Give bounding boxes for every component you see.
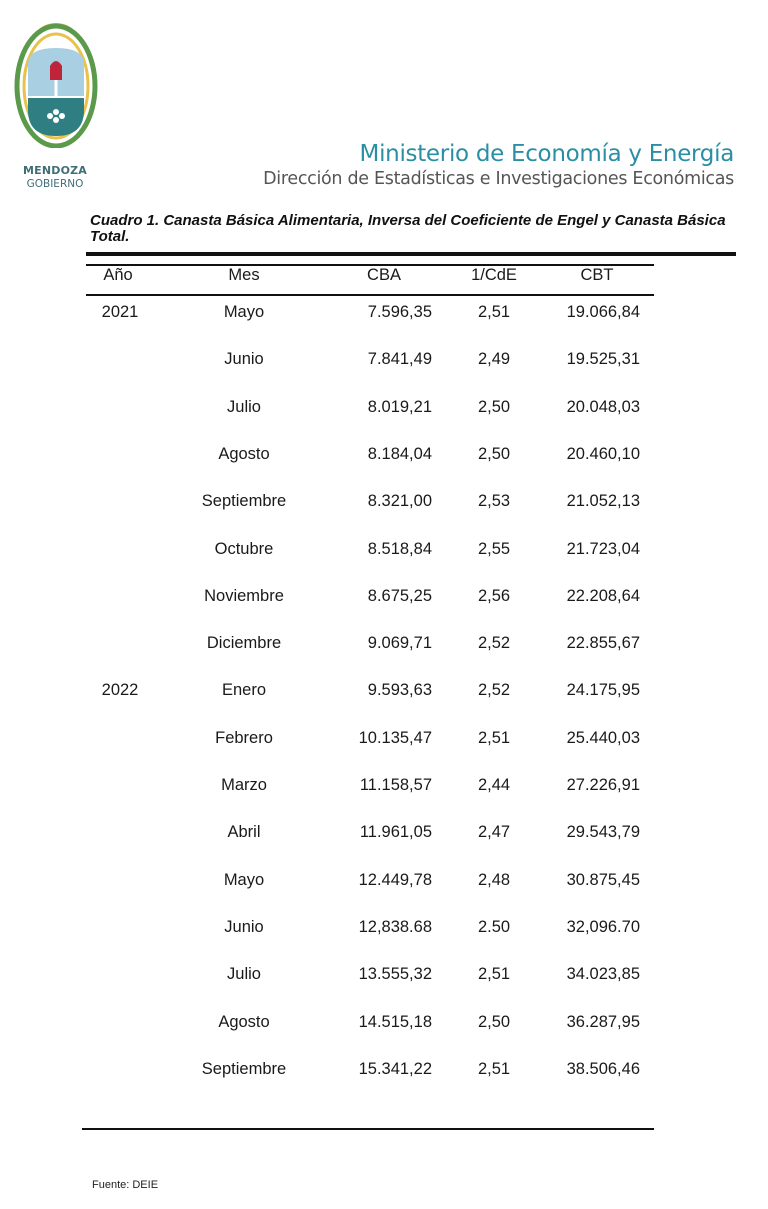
cell-month: Febrero bbox=[215, 729, 273, 747]
logo-name: MENDOZA bbox=[22, 164, 88, 177]
ministry-title: Ministerio de Economía y Energía bbox=[359, 141, 734, 167]
cell-month: Julio bbox=[227, 398, 261, 416]
cell-cbt: 25.440,03 bbox=[566, 729, 640, 747]
cell-cde: 2,55 bbox=[477, 540, 511, 558]
cell-year: 2021 bbox=[101, 303, 139, 321]
cell-cbt: 22.208,64 bbox=[566, 587, 640, 605]
header-month: Mes bbox=[228, 266, 260, 284]
direction-subtitle: Dirección de Estadísticas e Investigaciones Económicas bbox=[263, 169, 734, 189]
cell-cbt: 19.525,31 bbox=[566, 350, 640, 368]
cell-cbt: 21.723,04 bbox=[566, 540, 640, 558]
table-bottom-rule bbox=[82, 1128, 654, 1130]
cell-cbt: 32,096.70 bbox=[566, 918, 640, 936]
cell-cba: 9.593,63 bbox=[367, 681, 432, 699]
cell-month: Diciembre bbox=[206, 634, 282, 652]
cell-cde: 2,49 bbox=[477, 350, 511, 368]
cell-cde: 2,52 bbox=[477, 681, 511, 699]
cell-cbt: 20.048,03 bbox=[566, 398, 640, 416]
cell-month: Mayo bbox=[223, 303, 265, 321]
cell-cbt: 21.052,13 bbox=[566, 492, 640, 510]
cell-cde: 2,53 bbox=[477, 492, 511, 510]
cell-month: Junio bbox=[224, 350, 264, 368]
cell-cde: 2,56 bbox=[477, 587, 511, 605]
cell-cbt: 27.226,91 bbox=[566, 776, 640, 794]
cell-cba: 11.961,05 bbox=[359, 823, 432, 841]
cell-month: Julio bbox=[227, 965, 261, 983]
cell-cba: 7.596,35 bbox=[367, 303, 432, 321]
cell-cbt: 29.543,79 bbox=[566, 823, 640, 841]
header-cba: CBA bbox=[367, 266, 401, 284]
header-cbt: CBT bbox=[580, 266, 614, 284]
cell-cbt: 24.175,95 bbox=[566, 681, 640, 699]
cell-cde: 2,50 bbox=[477, 398, 511, 416]
cell-cba: 9.069,71 bbox=[367, 634, 432, 652]
cell-cde: 2,48 bbox=[477, 871, 511, 889]
cell-year: 2022 bbox=[101, 681, 139, 699]
cell-cba: 14.515,18 bbox=[358, 1013, 432, 1031]
cell-cbt: 22.855,67 bbox=[566, 634, 640, 652]
cell-cba: 8.184,04 bbox=[367, 445, 432, 463]
cell-month: Enero bbox=[221, 681, 267, 699]
cell-cde: 2,51 bbox=[477, 729, 511, 747]
logo-subtitle: GOBIERNO bbox=[26, 178, 84, 190]
cell-cde: 2,51 bbox=[477, 965, 511, 983]
cell-month: Noviembre bbox=[204, 587, 284, 605]
cell-cba: 11.158,57 bbox=[359, 776, 432, 794]
header-year: Año bbox=[103, 266, 133, 284]
mendoza-logo bbox=[14, 18, 114, 193]
cell-month: Septiembre bbox=[201, 492, 287, 510]
cell-cde: 2,50 bbox=[477, 445, 511, 463]
cell-cbt: 36.287,95 bbox=[566, 1013, 640, 1031]
cell-cde: 2,47 bbox=[477, 823, 511, 841]
cell-cba: 13.555,32 bbox=[358, 965, 432, 983]
source-note: Fuente: DEIE bbox=[92, 1179, 159, 1191]
cell-month: Agosto bbox=[218, 445, 270, 463]
cell-cba: 12,838.68 bbox=[358, 918, 432, 936]
cell-month: Octubre bbox=[214, 540, 274, 558]
cell-cba: 8.518,84 bbox=[367, 540, 432, 558]
cell-month: Mayo bbox=[223, 871, 265, 889]
cell-cbt: 34.023,85 bbox=[566, 965, 640, 983]
cell-month: Junio bbox=[224, 918, 264, 936]
header-cde: 1/CdE bbox=[471, 266, 517, 284]
cell-cba: 7.841,49 bbox=[367, 350, 432, 368]
caption-divider bbox=[86, 252, 736, 256]
cell-cde: 2,51 bbox=[477, 1060, 511, 1078]
cell-cde: 2,50 bbox=[477, 1013, 511, 1031]
cell-month: Septiembre bbox=[201, 1060, 287, 1078]
cell-cba: 15.341,22 bbox=[358, 1060, 432, 1078]
cell-cbt: 38.506,46 bbox=[566, 1060, 640, 1078]
cell-cde: 2,51 bbox=[477, 303, 511, 321]
table-header-bottom-rule bbox=[86, 294, 654, 296]
cell-month: Abril bbox=[227, 823, 261, 841]
cell-cde: 2,52 bbox=[477, 634, 511, 652]
cell-cbt: 30.875,45 bbox=[566, 871, 640, 889]
cell-cba: 10.135,47 bbox=[358, 729, 432, 747]
cell-cde: 2.50 bbox=[477, 918, 511, 936]
cell-cbt: 20.460,10 bbox=[566, 445, 640, 463]
cell-cba: 8.321,00 bbox=[367, 492, 432, 510]
coat-of-arms-icon bbox=[14, 18, 98, 148]
cell-cde: 2,44 bbox=[477, 776, 511, 794]
cell-cba: 12.449,78 bbox=[358, 871, 432, 889]
cell-cba: 8.675,25 bbox=[367, 587, 432, 605]
table-caption: Cuadro 1. Canasta Básica Alimentaria, Inversa del Coeficiente de Engel y Canasta Básica Total. bbox=[90, 212, 726, 245]
cell-cbt: 19.066,84 bbox=[566, 303, 640, 321]
cell-cba: 8.019,21 bbox=[367, 398, 432, 416]
cell-month: Agosto bbox=[218, 1013, 270, 1031]
cell-month: Marzo bbox=[221, 776, 267, 794]
